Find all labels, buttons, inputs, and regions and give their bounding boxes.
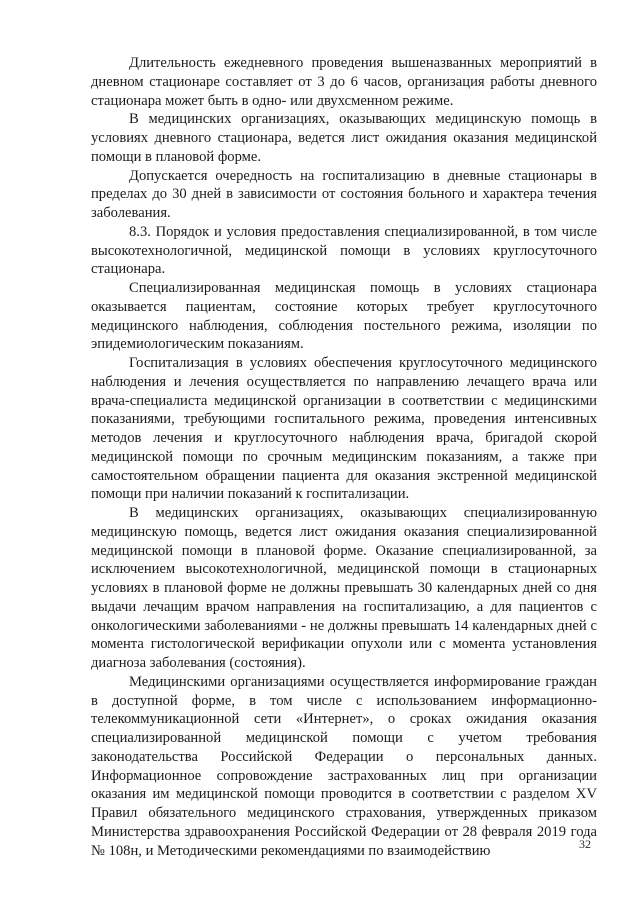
paragraph-day-hospital-queue: Допускается очередность на госпитализацию в дневные стационары в пределах до 30 дней в зависимости от состояния больного и характера течения заболевания.: [91, 167, 597, 221]
paragraph-waiting-list-specialized: В медицинских организациях, оказывающих специализированную медицинскую помощь, ведется лист ожидания оказания специализированной медицинской помощи в плановой форме. Оказание специализированной, за исключением высокотехнологичной, медицинской помощи в стационарных условиях в плановой форме не должны превышать 30 календарных дней со дня выдачи лечащим врачом направления на госпитализацию, а для пациентов с онкологическими заболеваниями - не должны превышать 14 календарных дней с момента гистологической верификации опухоли или с момента установления диагноза заболевания (состояния).: [91, 505, 597, 671]
paragraph-day-hospital-waiting-list: В медицинских организациях, оказывающих медицинскую помощь в условиях дневного стационара, ведется лист ожидания оказания медицинской помощи в плановой форме.: [91, 111, 597, 165]
paragraph-informing-citizens: Медицинскими организациями осуществляется информирование граждан в доступной форме, в том числе с использованием информационно-телекоммуникационной сети «Интернет», о сроках ожидания оказания специализированной медицинской помощи с учетом требования законодательства Российской Федерации о персональных данных. Информационное сопровождение застрахованных лиц при организации оказания им медицинской помощи проводится в соответствии с разделом XV Правил обязательного медицинского страхования, утвержденных приказом Министерства здравоохранения Российской Федерации от 28 февраля 2019 года № 108н, и Методическими рекомендациями по взаимодействию: [91, 673, 597, 859]
paragraph-day-hospital-duration: Длительность ежедневного проведения вышеназванных мероприятий в дневном стационаре составляет от 3 до 6 часов, организация работы дневного стационара может быть в одно- или двухсменном режиме.: [91, 55, 597, 109]
section-heading-8-3: 8.3. Порядок и условия предоставления специализированной, в том числе высокотехнологичной, медицинской помощи в условиях круглосуточного стационара.: [91, 223, 597, 278]
page-number: 32: [579, 837, 591, 851]
paragraph-hospitalization: Госпитализация в условиях обеспечения круглосуточного медицинского наблюдения и лечения осуществляется по направлению лечащего врача или врача-специалиста медицинской организации в соответствии с медицинскими показаниями, требующими госпитального режима, проведения интенсивных методов лечения и круглосуточного наблюдения врача, бригадой скорой медицинской помощи по срочным медицинским показаниям, а также при самостоятельном обращении пациента для оказания экстренной медицинской помощи при наличии показаний к госпитализации.: [91, 355, 597, 503]
document-body: [91, 54, 597, 860]
paragraph-specialized-care: Специализированная медицинская помощь в условиях стационара оказывается пациентам, состояние которых требует круглосуточного медицинского наблюдения, соблюдения постельного режима, изоляции по эпидемиологическим показаниям.: [91, 280, 597, 353]
